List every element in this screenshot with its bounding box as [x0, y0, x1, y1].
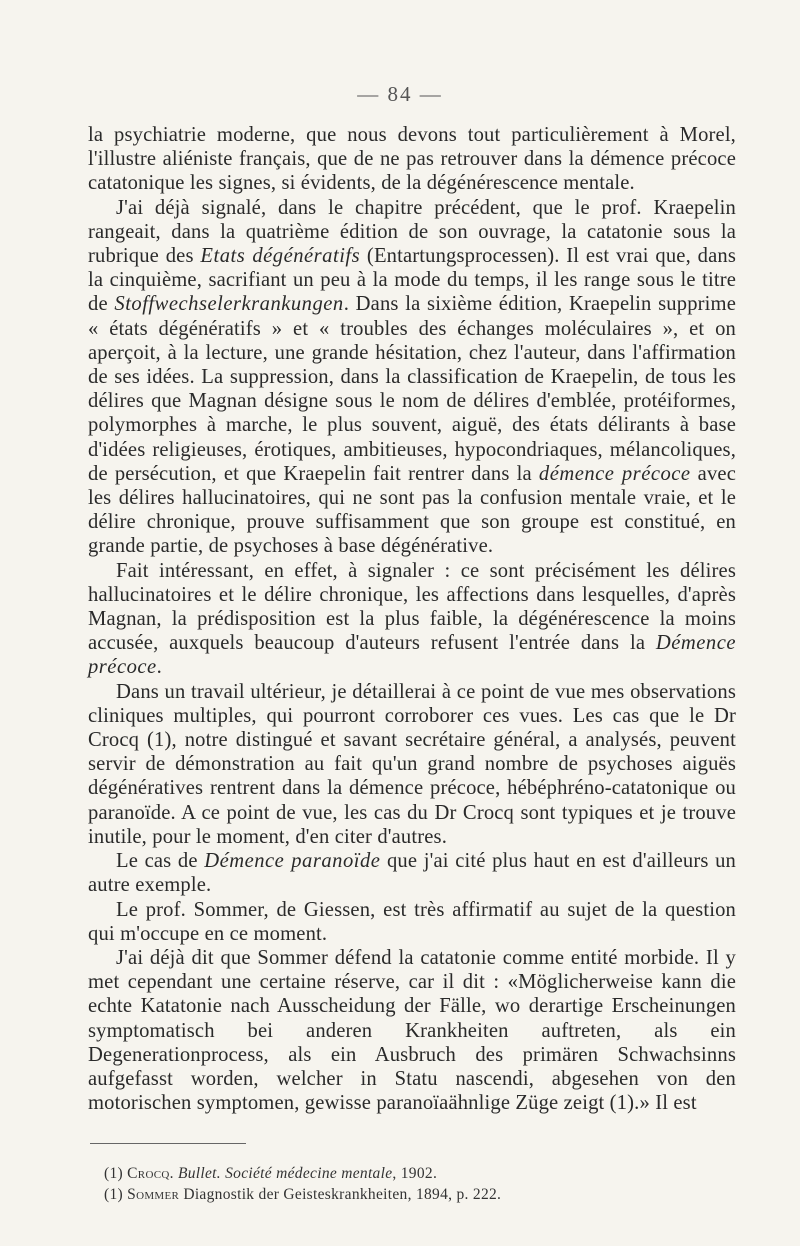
paragraph: [88, 123, 736, 196]
footnote-title: Bullet. Société médecine mentale: [177, 1165, 393, 1182]
footnote-rule: [90, 1143, 246, 1144]
italic-text: Démence précoce: [88, 632, 736, 679]
text-run: Le prof. Sommer, de Giessen, est très affirmatif au sujet de la question qui m'occupe en ce moment.: [88, 898, 736, 945]
paragraph: [88, 680, 736, 849]
paragraph: [88, 849, 736, 897]
text-run: la psychiatrie moderne, que nous devons tout particulièrement à Morel, l'illustre aliéniste français, que de ne pas retrouver dans la démence précoce catatonique les signes, si évidents, de la dégénérescence mentale.: [88, 124, 736, 195]
body-text: [88, 123, 736, 1115]
footnote-text: Diagnostik der Geisteskrankheiten, 1894, p. 222.: [179, 1186, 502, 1203]
text-run: Fait intéressant, en effet, à signaler : ce sont précisément les délires hallucinatoires et le délire chronique, les affections dans lesquelles, d'après Magnan, la prédisposition est la plus faible, la dégénérescence la moins accusée, auxquels beaucoup d'auteurs refusent l'entrée dans la: [88, 559, 736, 655]
footnote-author: Sommer: [127, 1186, 180, 1203]
italic-text: Stoffwechselerkrankungen: [114, 293, 344, 316]
paragraph: [88, 898, 736, 946]
text-run: J'ai déjà dit que Sommer défend la catatonie comme entité morbide. Il y met cependant une certaine réserve, car il dit : «Möglicherweise kann die echte Katatonie nach Ausscheidung der Fälle, wo derartige Erscheinungen symptomatisch bei anderen Krankheiten auftreten, als ein Degenerationprocess, als ein Ausbruch des primären Schwachsinns aufgefasst worden, welcher in Statu nascendi, abgesehen von den motorischen symptomen, gewisse paranoïaähnlige Züge zeigt (1).» Il est: [88, 946, 736, 1115]
paragraph: [88, 946, 736, 1115]
text-run: Le cas de: [116, 850, 205, 873]
footnote-number: (1): [104, 1165, 123, 1182]
text-run: (Entartungsprocessen). Il est vrai que, dans la cinquième, sacrifiant un peu à la mode du temps, il les range sous le titre de: [88, 245, 737, 316]
footnote-number: (1): [104, 1186, 123, 1203]
footnote-author: Crocq: [127, 1165, 170, 1182]
paragraph: [88, 196, 736, 559]
text-run: que j'ai cité plus haut en est d'ailleurs un autre exemple.: [88, 850, 736, 897]
text-run: .: [156, 656, 162, 679]
page-number: — 84 —: [357, 82, 443, 106]
footnote: (1) Crocq. Bullet. Société médecine mentale, 1902.: [104, 1165, 438, 1182]
italic-text: Etats dégénératifs: [200, 245, 361, 268]
footnotes: [104, 1163, 724, 1205]
italic-text: Démence paranoïde: [204, 850, 381, 873]
paragraph: [88, 559, 736, 680]
footnote-text: , 1902.: [392, 1165, 438, 1182]
italic-text: démence précoce: [538, 462, 691, 485]
footnote: [104, 1184, 724, 1205]
text-run: . Dans la sixième édition, Kraepelin supprime « états dégénératifs » et « troubles des échanges moléculaires », et on aperçoit, à la lecture, une grande hésitation, chez l'auteur, dans l'affirmation de ses idées. La suppression, dans la classification de Kraepelin, de tous les délires que Magnan désigne sous le nom de délires d'emblée, protéiformes, polymorphes à marche, le plus souvent, aiguë, des états délirants à base d'idées religieuses, érotiques, ambitieuses, hypocondriaques, mélancoliques, de persécution, et que Kraepelin fait rentrer dans la: [88, 293, 736, 485]
text-run: J'ai déjà signalé, dans le chapitre précédent, que le prof. Kraepelin rangeait, dans la quatrième édition de son ouvrage, la catatonie sous la rubrique des: [88, 196, 736, 268]
text-run: avec les délires hallucinatoires, qui ne sont pas la confusion mentale vraie, et le délire chronique, prouve suffisamment que son groupe est constitué, en grande partie, de psychoses à base dégénérative.: [88, 462, 736, 558]
text-run: Dans un travail ultérieur, je détaillerai à ce point de vue mes observations cliniques multiples, qui pourront corroborer ces vues. Les cas que le Dr Crocq (1), notre distingué et savant secrétaire général, a analysés, peuvent servir de démonstration au fait qu'un grand nombre de psychoses aiguës dégénératives rentrent dans la démence précoce, hébéphréno-catatonique ou paranoïde. A ce point de vue, les cas du Dr Crocq sont typiques et je trouve inutile, pour le moment, d'en citer d'autres.: [88, 680, 736, 848]
